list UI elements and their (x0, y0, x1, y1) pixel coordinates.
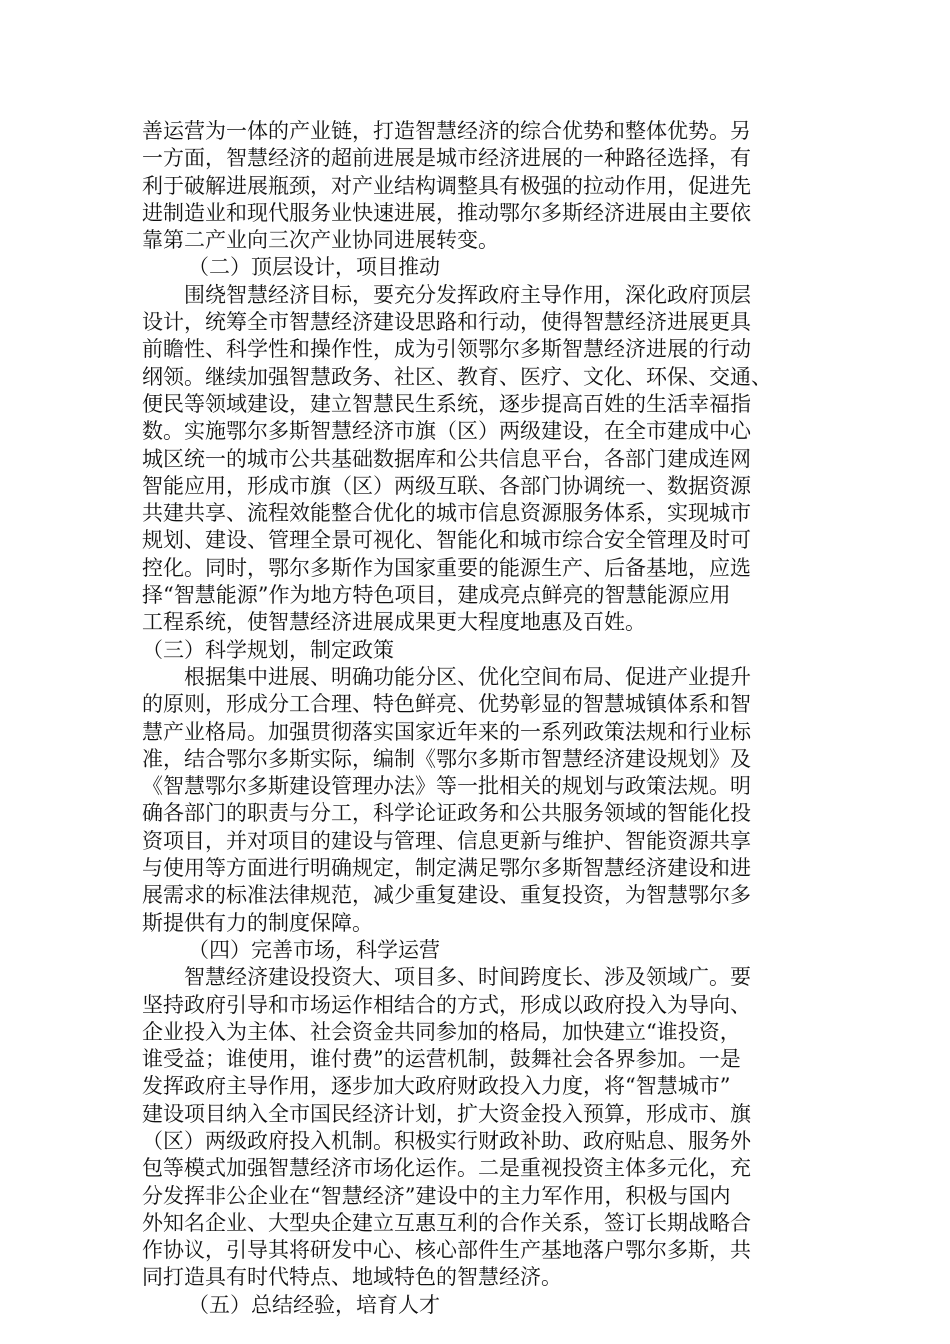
paragraph-line: 资项目，并对项目的建设与管理、信息更新与维护、智能资源共享 (142, 828, 751, 853)
section-heading (142, 637, 808, 664)
paragraph-line: 同打造具有时代特点、地域特色的智慧经济。 (142, 1265, 562, 1290)
paragraph-line: 分发挥非公企业在“智慧经济”建设中的主力军作用，积极与国内 (142, 1183, 731, 1208)
paragraph-line: 靠第二产业向三次产业协同进展转变。 (142, 228, 499, 253)
heading-text: （四）完善市场，科学运营 (188, 937, 440, 962)
body-paragraph (142, 664, 808, 937)
heading-text: （三）科学规划，制定政策 (142, 637, 394, 662)
paragraph-line: 设计，统筹全市智慧经济建设思路和行动，使得智慧经济进展更具 (142, 310, 751, 335)
paragraph-line: 前瞻性、科学性和操作性，成为引领鄂尔多斯智慧经济进展的行动 (142, 337, 751, 362)
paragraph-line: 建设项目纳入全市国民经济计划，扩大资金投入预算，形成市、旗 (142, 1101, 751, 1126)
section-heading (142, 937, 808, 964)
paragraph-line: 包等模式加强智慧经济市场化运作。二是重视投资主体多元化，充 (142, 1156, 751, 1181)
paragraph-line: （区）两级政府投入机制。积极实行财政补助、政府贴息、服务外 (142, 1128, 751, 1153)
paragraph-line: 便民等领域建设，建立智慧民生系统，逐步提高百姓的生活幸福指 (142, 391, 751, 416)
paragraph-line: 择“智慧能源”作为地方特色项目，建成亮点鲜亮的智慧能源应用 (142, 583, 731, 608)
paragraph-line: 根据集中进展、明确功能分区、优化空间布局、促进产业提升 (184, 664, 751, 689)
paragraph-line: 智慧经济建设投资大、项目多、时间跨度长、涉及领域广。要 (184, 965, 751, 990)
paragraph-line: 作协议，引导其将研发中心、核心部件生产基地落户鄂尔多斯，共 (142, 1238, 751, 1263)
heading-text: （二）顶层设计，项目推动 (188, 255, 440, 280)
paragraph-line: 谁受益；谁使用，谁付费”的运营机制，鼓舞社会各界参加。一是 (142, 1047, 741, 1072)
paragraph-line: 斯提供有力的制度保障。 (142, 910, 373, 935)
document-page (142, 118, 808, 1319)
body-paragraph (142, 118, 808, 254)
paragraph-line: 《智慧鄂尔多斯建设管理办法》等一批相关的规划与政策法规。明 (142, 774, 751, 799)
paragraph-line: 共建共享、流程效能整合优化的城市信息资源服务体系，实现城市 (142, 501, 751, 526)
paragraph-line: 数。实施鄂尔多斯智慧经济市旗（区）两级建设，在全市建成中心 (142, 419, 751, 444)
heading-text: （五）总结经验，培育人才 (188, 1292, 440, 1317)
body-paragraph (142, 282, 808, 637)
paragraph-line: 展需求的标准法律规范，减少重复建设、重复投资，为智慧鄂尔多 (142, 883, 751, 908)
paragraph-line: 发挥政府主导作用，逐步加大政府财政投入力度，将“智慧城市” (142, 1074, 731, 1099)
paragraph-line: 围绕智慧经济目标，要充分发挥政府主导作用，深化政府顶层 (184, 282, 751, 307)
body-paragraph (142, 964, 808, 1292)
paragraph-line: 确各部门的职责与分工，科学论证政务和公共服务领域的智能化投 (142, 801, 751, 826)
paragraph-line: 进制造业和现代服务业快速进展，推动鄂尔多斯经济进展由主要依 (142, 200, 751, 225)
paragraph-line: 善运营为一体的产业链，打造智慧经济的综合优势和整体优势。另 (142, 119, 751, 143)
paragraph-line: 与使用等方面进行明确规定，制定满足鄂尔多斯智慧经济建设和进 (142, 856, 751, 881)
paragraph-line: 企业投入为主体、社会资金共同参加的格局，加快建立“谁投资， (142, 1019, 741, 1044)
paragraph-line: 规划、建设、管理全景可视化、智能化和城市综合安全管理及时可 (142, 528, 751, 553)
paragraph-line: 一方面，智慧经济的超前进展是城市经济进展的一种路径选择，有 (142, 146, 751, 171)
paragraph-line: 外知名企业、大型央企建立互惠互利的合作关系，签订长期战略合 (142, 1210, 751, 1235)
section-heading (142, 254, 808, 281)
paragraph-line: 纲领。继续加强智慧政务、社区、教育、医疗、文化、环保、交通、 (142, 364, 772, 389)
paragraph-line: 慧产业格局。加强贯彻落实国家近年来的一系列政策法规和行业标 (142, 719, 751, 744)
paragraph-line: 工程系统，使智慧经济进展成果更大程度地惠及百姓。 (142, 610, 646, 635)
paragraph-line: 坚持政府引导和市场运作相结合的方式，形成以政府投入为导向、 (142, 992, 751, 1017)
paragraph-line: 利于破解进展瓶颈，对产业结构调整具有极强的拉动作用，促进先 (142, 173, 751, 198)
paragraph-line: 城区统一的城市公共基础数据库和公共信息平台，各部门建成连网 (142, 446, 751, 471)
paragraph-line: 的原则，形成分工合理、特色鲜亮、优势彰显的智慧城镇体系和智 (142, 692, 751, 717)
section-heading (142, 1292, 808, 1319)
paragraph-line: 控化。同时，鄂尔多斯作为国家重要的能源生产、后备基地，应选 (142, 555, 751, 580)
paragraph-line: 准，结合鄂尔多斯实际，编制《鄂尔多斯市智慧经济建设规划》及 (142, 746, 751, 771)
paragraph-line: 智能应用，形成市旗（区）两级互联、各部门协调统一、数据资源 (142, 473, 751, 498)
